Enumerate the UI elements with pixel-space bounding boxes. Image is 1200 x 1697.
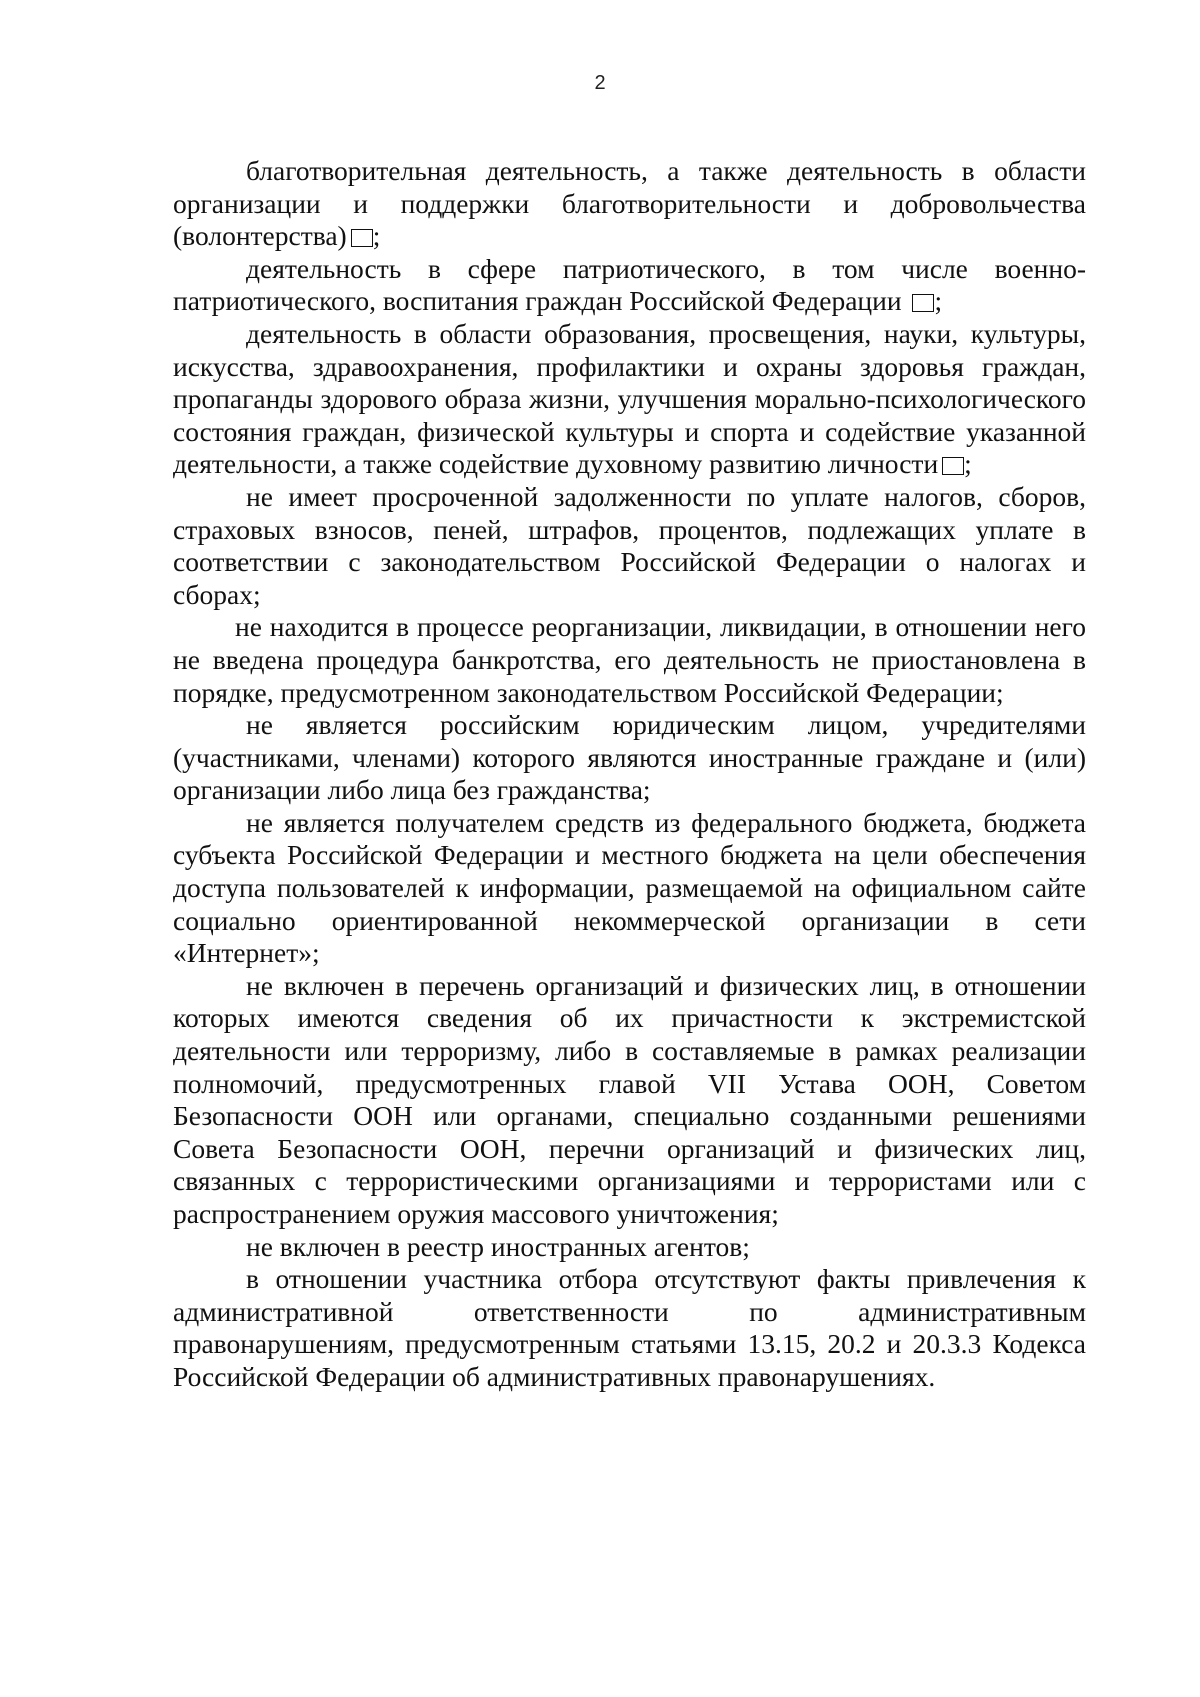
- paragraph-suffix: ;: [964, 448, 972, 480]
- paragraph-text: не находится в процессе реорганизации, ликвидации, в отношении него не введена процедура банкротства, его деятельность не приостановлена в порядке, предусмотренном законодательством Российской Федерации;: [173, 611, 1086, 708]
- checkbox-icon[interactable]: [912, 294, 934, 312]
- paragraph-text: деятельность в сфере патриотического, в том числе военно-патриотического, воспитания граждан Российской Федерации: [173, 252, 1086, 317]
- paragraph-not-reorganizing: [173, 611, 1086, 709]
- document-body: [173, 155, 1086, 1394]
- paragraph-suffix: ;: [934, 285, 943, 317]
- paragraph-not-extremist-list: [173, 970, 1086, 1231]
- page-number: 2: [594, 72, 606, 94]
- paragraph-education: [173, 318, 1086, 481]
- paragraph-no-tax-debt: [173, 481, 1086, 611]
- checkbox-icon[interactable]: [942, 457, 964, 475]
- paragraph-no-admin-liability: [173, 1263, 1086, 1393]
- paragraph-text: благотворительная деятельность, а также деятельность в области организации и поддержки благотворительности и добровольчества (волонтерства): [173, 155, 1086, 252]
- paragraph-text: в отношении участника отбора отсутствуют факты привлечения к административной ответственности по административным правонарушениям, предусмотренным статьями 13.15, 20.2 и 20.3.3 Кодекса Российской Федерации об административных правонарушениях.: [173, 1263, 1086, 1392]
- paragraph-text: не включен в реестр иностранных агентов;: [246, 1230, 750, 1262]
- paragraph-not-foreign-agent: [173, 1231, 1086, 1264]
- paragraph-not-budget-recipient: [173, 807, 1086, 970]
- paragraph-text: деятельность в области образования, просвещения, науки, культуры, искусства, здравоохранения, профилактики и охраны здоровья граждан, пропаганды здорового образа жизни, улучшения морально-психологического состояния граждан, физической культуры и спорта и содействие указанной деятельности, а также содействие духовному развитию личности: [173, 317, 1086, 480]
- paragraph-not-foreign-founders: [173, 709, 1086, 807]
- checkbox-icon[interactable]: [351, 229, 373, 247]
- paragraph-text: не включен в перечень организаций и физических лиц, в отношении которых имеются сведения об их причастности к экстремистской деятельности или терроризму, либо в составляемые в рамках реализации полномочий, предусмотренных главой VII Устава ООН, Советом Безопасности ООН или органами, специально созданными решениями Совета Безопасности ООН, перечни организаций и физических лиц, связанных с террористическими организациями и террористами или с распространением оружия массового уничтожения;: [173, 969, 1086, 1229]
- paragraph-charity: [173, 155, 1086, 253]
- paragraph-suffix: ;: [372, 220, 381, 252]
- paragraph-text: не является российским юридическим лицом, учредителями (участниками, членами) которого являются иностранные граждане и (или) организации либо лица без гражданства;: [173, 709, 1086, 806]
- paragraph-text: не имеет просроченной задолженности по уплате налогов, сборов, страховых взносов, пеней, штрафов, процентов, подлежащих уплате в соответствии с законодательством Российской Федерации о налогах и сборах;: [173, 480, 1086, 610]
- paragraph-patriotic: [173, 253, 1086, 318]
- paragraph-text: не является получателем средств из федерального бюджета, бюджета субъекта Российской Федерации и местного бюджета на цели обеспечения доступа пользователей к информации, размещаемой на официальном сайте социально ориентированной некоммерческой организации в сети «Интернет»;: [173, 806, 1086, 969]
